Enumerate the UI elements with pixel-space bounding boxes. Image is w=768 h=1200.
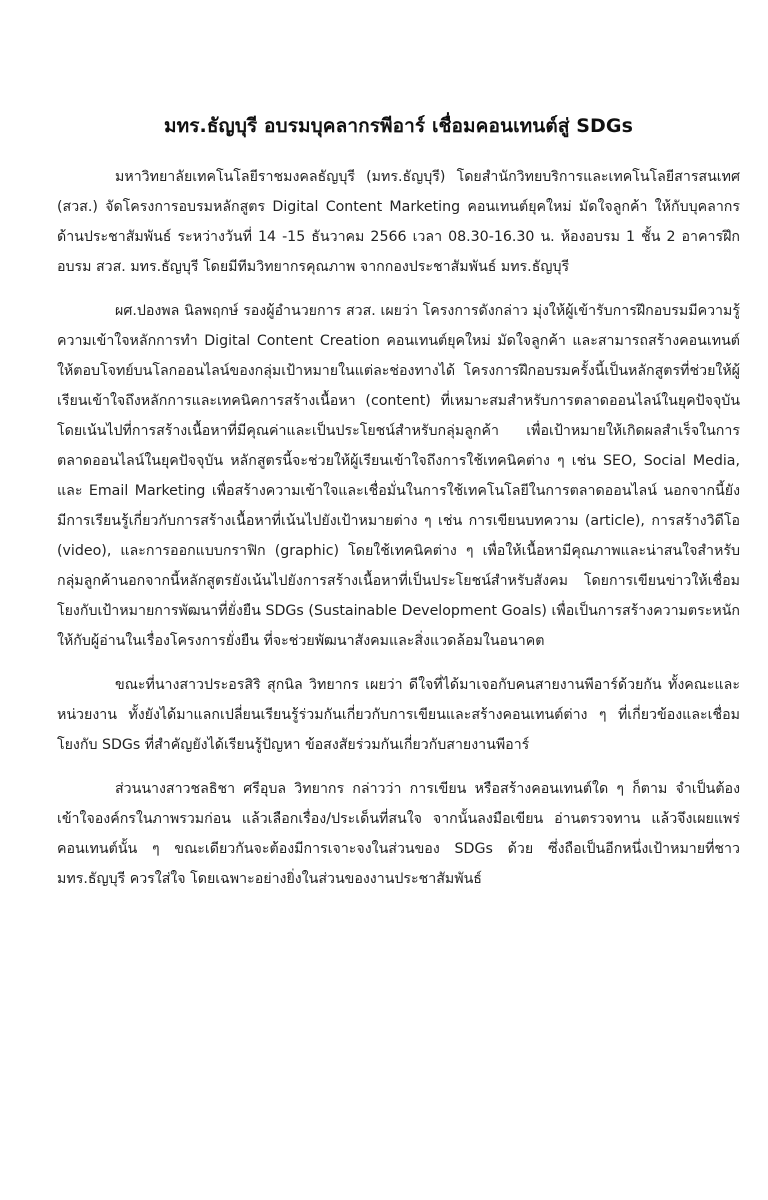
article-title: มทร.ธัญบุรี อบรมบุคลากรพีอาร์ เชื่อมคอนเทนต์สู่ SDGs xyxy=(163,115,633,137)
article-paragraph: ขณะที่นางสาวประอรสิริ สุกนิล วิทยากร เผยว่า ดีใจที่ได้มาเจอกับคนสายงานพีอาร์ด้วยกัน ทั้งคณะและหน่วยงาน ทั้งยังได้มาแลกเปลี่ยนเรียนรู้ร่วมกันเกี่ยวกับการเขียนและสร้างคอนเทนต์ต่าง ๆ ที่เกี่ยวข้องและเชื่อมโยงกับ SDGs ที่สำคัญยังได้เรียนรู้ปัญหา ข้อสงสัยร่วมกันเกี่ยวกับสายงานพีอาร์ xyxy=(57,677,740,753)
article-paragraph: ผศ.ปองพล นิลพฤกษ์ รองผู้อำนวยการ สวส. เผยว่า โครงการดังกล่าว มุ่งให้ผู้เข้ารับการฝึกอบรมมีความรู้ ความเข้าใจหลักการทำ Digital Content Creation คอนเทนต์ยุคใหม่ มัดใจลูกค้า และสามารถสร้างคอนเทนต์ให้ตอบโจทย์บนโลกออนไลน์ของกลุ่มเป้าหมายในแต่ละช่องทางได้ โครงการฝึกอบรมครั้งนี้เป็นหลักสูตรที่ช่วยให้ผู้เรียนเข้าใจถึงหลักการและเทคนิคการสร้างเนื้อหา (content) ที่เหมาะสมสำหรับการตลาดออนไลน์ในยุคปัจจุบัน โดยเน้นไปที่การสร้างเนื้อหาที่มีคุณค่าและเป็นประโยชน์สำหรับกลุ่มลูกค้า เพื่อเป้าหมายให้เกิดผลสำเร็จในการตลาดออนไลน์ในยุคปัจจุบัน หลักสูตรนี้จะช่วยให้ผู้เรียนเข้าใจถึงการใช้เทคนิคต่าง ๆ เช่น SEO, Social Media, และ Email Marketing เพื่อสร้างความเข้าใจและเชื่อมั่นในการใช้เทคโนโลยีในการตลาดออนไลน์ นอกจากนี้ยังมีการเรียนรู้เกี่ยวกับการสร้างเนื้อหาที่เน้นไปยังเป้าหมายต่าง ๆ เช่น การเขียนบทความ (article), การสร้างวิดีโอ (video), และการออกแบบกราฟิก (graphic) โดยใช้เทคนิคต่าง ๆ เพื่อให้เนื้อหามีคุณภาพและน่าสนใจสำหรับกลุ่มลูกค้านอกจากนี้หลักสูตรยังเน้นไปยังการสร้างเนื้อหาที่เป็นประโยชน์สำหรับสังคม โดยการเขียนข่าวให้เชื่อมโยงกับเป้าหมายการพัฒนาที่ยั่งยืน SDGs (Sustainable Development Goals) เพื่อเป็นการสร้างความตระหนักให้กับผู้อ่านในเรื่องโครงการยั่งยืน ที่จะช่วยพัฒนาสังคมและสิ่งแวดล้อมในอนาคต xyxy=(57,303,740,649)
article-paragraph: มหาวิทยาลัยเทคโนโลยีราชมงคลธัญบุรี (มทร.ธัญบุรี) โดยสำนักวิทยบริการและเทคโนโลยีสารสนเทศ (สวส.) จัดโครงการอบรมหลักสูตร Digital Content Marketing คอนเทนต์ยุคใหม่ มัดใจลูกค้า ให้กับบุคลากรด้านประชาสัมพันธ์ ระหว่างวันที่ 14 -15 ธันวาคม 2566 เวลา 08.30-16.30 น. ห้องอบรม 1 ชั้น 2 อาคารฝึกอบรม สวส. มทร.ธัญบุรี โดยมีทีมวิทยากรคุณภาพ จากกองประชาสัมพันธ์ มทร.ธัญบุรี xyxy=(57,169,740,275)
document-page xyxy=(57,112,740,908)
article-paragraph: ส่วนนางสาวชลธิชา ศรีอุบล วิทยากร กล่าวว่า การเขียน หรือสร้างคอนเทนต์ใด ๆ ก็ตาม จำเป็นต้องเข้าใจองค์กรในภาพรวมก่อน แล้วเลือกเรื่อง/ประเด็นที่สนใจ จากนั้นลงมือเขียน อ่านตรวจทาน แล้วจึงเผยแพร่คอนเทนต์นั้น ๆ ขณะเดียวกันจะต้องมีการเจาะจงในส่วนของ SDGs ด้วย ซึ่งถือเป็นอีกหนึ่งเป้าหมายที่ชาว มทร.ธัญบุรี ควรใส่ใจ โดยเฉพาะอย่างยิ่งในส่วนของงานประชาสัมพันธ์ xyxy=(57,781,740,887)
